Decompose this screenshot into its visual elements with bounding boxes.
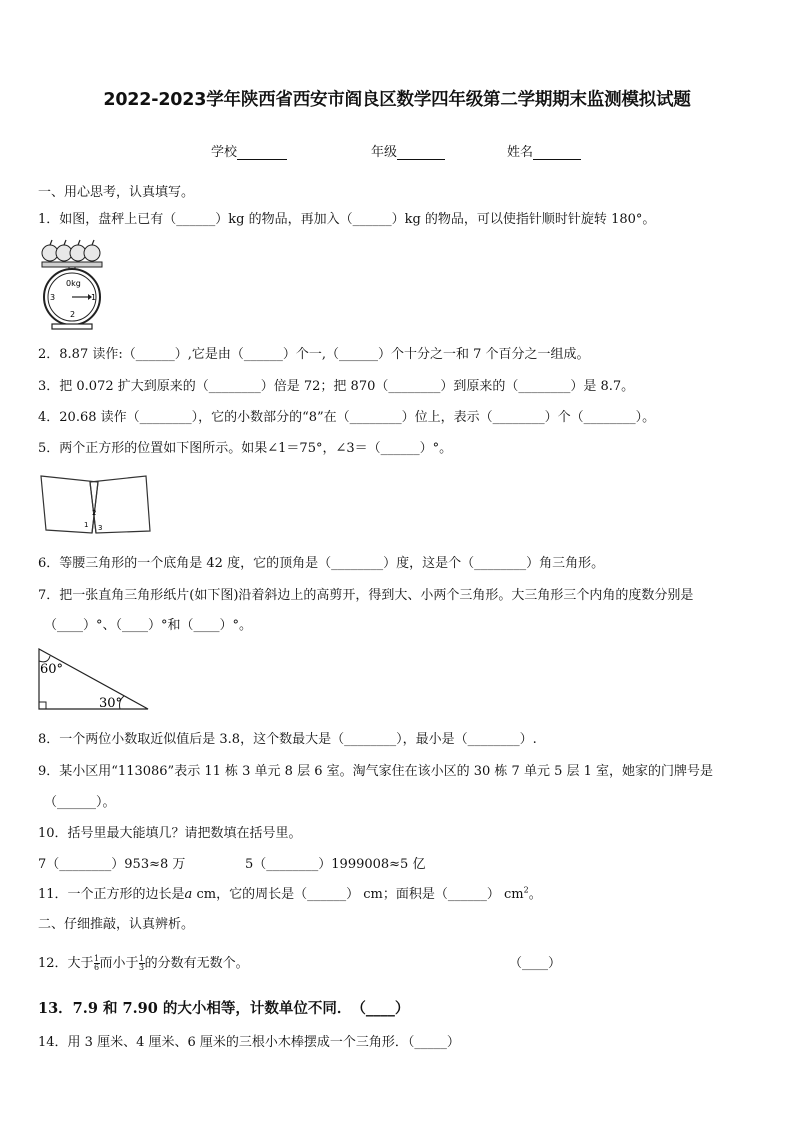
question-5: 5．两个正方形的位置如下图所示。如果∠1＝75°，∠3＝（______）°。 bbox=[38, 441, 453, 456]
q12-prefix: 12．大于 bbox=[38, 956, 94, 971]
q11-unit: cm bbox=[196, 887, 217, 902]
scale-unit-label: 0kg bbox=[66, 279, 81, 288]
q11-mid2: ；面积是（______） bbox=[382, 887, 500, 902]
question-3: 3．把 0.072 扩大到原来的（________）倍是 72；把 870（________）到原来的（________）是 8.7。 bbox=[38, 379, 635, 394]
q12-suffix: 的分数有无数个。 bbox=[144, 956, 249, 971]
question-7-line-1: 7．把一张直角三角形纸片(如下图)沿着斜边上的高剪开，得到大、小两个三角形。大三角形三个内角的度数分别是 bbox=[38, 588, 694, 603]
q11-sup: 2 bbox=[523, 885, 529, 895]
fraction-one-sixth: $\frac{1}{6}$ bbox=[94, 954, 100, 972]
name-blank[interactable] bbox=[533, 146, 581, 160]
question-2: 2．8.87 读作:（______）,它是由（______）个一,（______）个十分之一和 7 个百分之一组成。 bbox=[38, 347, 590, 362]
angle-60-label: 60° bbox=[40, 662, 64, 677]
grade-blank[interactable] bbox=[397, 146, 445, 160]
two-squares-figure bbox=[38, 472, 154, 536]
scale-left-label: 3 bbox=[50, 293, 56, 302]
school-label: 学校 bbox=[211, 145, 238, 160]
question-14: 14．用 3 厘米、4 厘米、6 厘米的三根小木棒摆成一个三角形．（_____） bbox=[38, 1035, 460, 1050]
angle-2-label: 2 bbox=[92, 509, 97, 517]
q11-prefix: 11．一个正方形的边长是 bbox=[38, 887, 185, 902]
angle-30-label: 30° bbox=[99, 696, 123, 711]
question-13: 13．7.9 和 7.90 的大小相等，计数单位不同． （____） bbox=[38, 1000, 410, 1017]
question-8: 8．一个两位小数取近似值后是 3.8，这个数最大是（________），最小是（________）. bbox=[38, 732, 537, 747]
section-2-heading: 二、仔细推敲，认真辨析。 bbox=[38, 917, 195, 932]
q11-unit3: cm bbox=[503, 887, 524, 902]
q11-mid: ，它的周长是（______） bbox=[216, 887, 360, 902]
fraction-one-third: $\frac{1}{3}$ bbox=[139, 954, 145, 972]
question-10: 10．括号里最大能填几？请把数填在括号里。 bbox=[38, 826, 302, 841]
question-12-answer[interactable]: （____） bbox=[509, 956, 562, 971]
q12-mid: 而小于 bbox=[99, 956, 139, 971]
question-7-line-2: （____）°、（____）°和（____）°。 bbox=[44, 618, 253, 633]
scale-bottom-label: 2 bbox=[70, 310, 76, 319]
question-10-part-b: 5（________）1999008≈5 亿 bbox=[245, 857, 426, 872]
angle-1-label: 1 bbox=[84, 521, 89, 529]
question-9-line-2: （______）。 bbox=[44, 795, 116, 810]
question-1: 1．如图，盘秤上已有（______）kg 的物品，再加入（______）kg 的物品，可以使指针顺时针旋转 180°。 bbox=[38, 212, 656, 227]
scale-right-label: 1 bbox=[91, 293, 97, 302]
school-blank[interactable] bbox=[237, 146, 287, 160]
q11-end: 。 bbox=[528, 887, 542, 902]
scale-figure bbox=[38, 238, 106, 330]
right-triangle-figure bbox=[36, 646, 152, 712]
question-12 bbox=[38, 952, 249, 972]
question-10-part-a: 7（________）953≈8 万 bbox=[38, 857, 186, 872]
school-field bbox=[211, 141, 287, 160]
question-9-line-1: 9．某小区用“113086”表示 11 栋 3 单元 8 层 6 室。淘气家住在该小区的 30 栋 7 单元 5 层 1 室，她家的门牌号是 bbox=[38, 764, 714, 779]
page-title: 2022-2023学年陕西省西安市阎良区数学四年级第二学期期末监测模拟试题 bbox=[103, 90, 691, 110]
question-11 bbox=[38, 883, 542, 902]
q11-var: a bbox=[184, 887, 193, 902]
angle-3-label: 3 bbox=[98, 524, 103, 532]
q11-unit2: cm bbox=[363, 887, 383, 902]
question-4: 4．20.68 读作（________），它的小数部分的“8”在（________）位上，表示（________）个（________）。 bbox=[38, 410, 656, 425]
apples-icon bbox=[42, 245, 100, 261]
section-1-heading: 一、用心思考，认真填写。 bbox=[38, 185, 195, 200]
grade-label: 年级 bbox=[371, 145, 398, 160]
grade-field bbox=[371, 141, 445, 160]
question-6: 6．等腰三角形的一个底角是 42 度，它的顶角是（________）度，这是个（________）角三角形。 bbox=[38, 556, 605, 571]
name-label: 姓名 bbox=[507, 145, 534, 160]
name-field bbox=[507, 141, 581, 160]
